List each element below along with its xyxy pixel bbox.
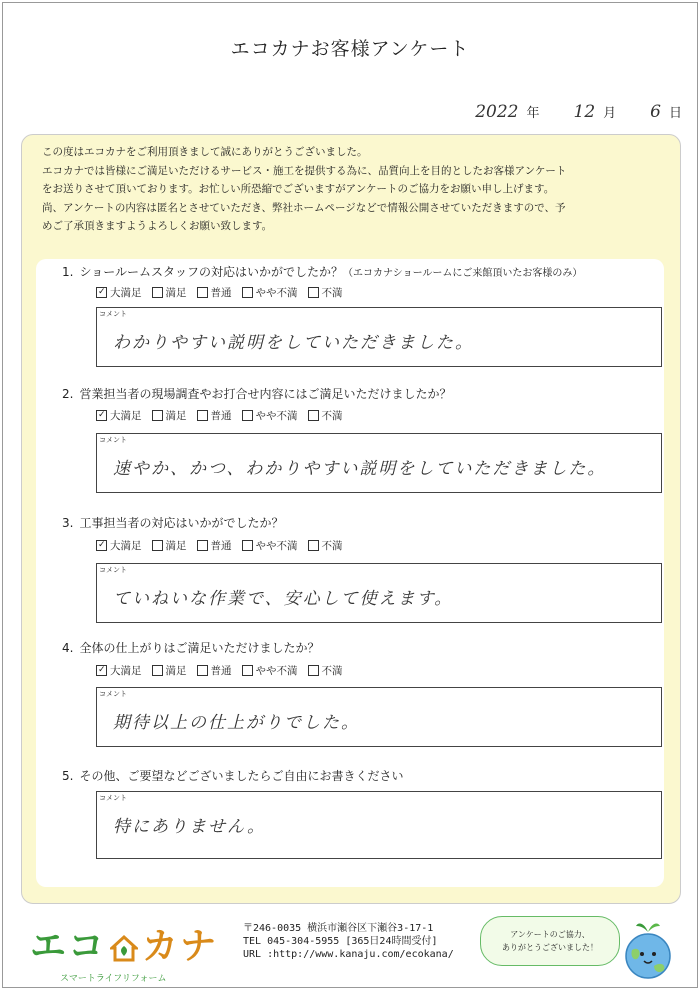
address: 〒246-0035 横浜市瀬谷区下瀬谷3-17-1 (243, 923, 434, 934)
comment-label: コメント (99, 436, 127, 444)
checkbox-icon[interactable] (152, 665, 163, 676)
rating-options-4 (96, 663, 353, 678)
option-very-satisfied[interactable]: ✓ 大満足 (96, 285, 142, 300)
comment-text: 期待以上の仕上がりでした。 (113, 713, 360, 733)
option-dissatisfied[interactable]: 不満 (308, 285, 343, 300)
checkbox-icon[interactable] (308, 287, 319, 298)
date-year-unit: 年 (526, 106, 540, 121)
date-month-unit: 月 (603, 106, 617, 121)
logo-text-right: カナ (142, 926, 219, 967)
website-url[interactable]: URL :http://www.kanaju.com/ecokana/ (243, 949, 454, 960)
comment-text: 特にありません。 (113, 817, 267, 837)
earth-mascot-icon (618, 918, 678, 984)
checkbox-checked-icon[interactable] (96, 287, 107, 298)
intro-text (42, 143, 672, 236)
logo-text-left: エコ (30, 926, 107, 967)
checkbox-checked-icon[interactable] (96, 410, 107, 421)
comment-label: コメント (99, 310, 127, 318)
footer (0, 906, 700, 986)
date-field (467, 102, 682, 122)
option-somewhat-dissatisfied[interactable]: やや不満 (242, 663, 298, 678)
date-day: 6 (650, 102, 661, 122)
intro-line: この度はエコカナをご利用頂きまして誠にありがとうございました。 (42, 146, 368, 158)
checkbox-icon[interactable] (308, 410, 319, 421)
company-contact (243, 922, 454, 961)
question-2: 2. 営業担当者の現場調査やお打合せ内容にはご満足いただけましたか？ (62, 387, 452, 401)
checkbox-icon[interactable] (197, 540, 208, 551)
option-neutral[interactable]: 普通 (197, 663, 232, 678)
rating-options-3 (96, 538, 353, 553)
checkbox-icon[interactable] (152, 540, 163, 551)
checkbox-icon[interactable] (152, 287, 163, 298)
option-satisfied[interactable]: 満足 (152, 408, 187, 423)
comment-text: わかりやすい説明をしていただきました。 (113, 333, 474, 353)
question-3: 3. 工事担当者の対応はいかがでしたか？ (62, 516, 284, 530)
intro-line: 尚、アンケートの内容は匿名とさせていただき、弊社ホームページなどで情報公開させていただきますので、予 (42, 201, 566, 214)
option-very-satisfied[interactable]: ✓ 大満足 (96, 538, 142, 553)
comment-label: コメント (99, 690, 127, 698)
checkbox-icon[interactable] (242, 410, 253, 421)
option-somewhat-dissatisfied[interactable]: やや不満 (242, 285, 298, 300)
option-dissatisfied[interactable]: 不満 (308, 663, 343, 678)
intro-line: をお送りさせて頂いております。お忙しい所恐縮でございますがアンケートのご協力をお願い申し上げます。 (42, 183, 555, 195)
comment-box-1[interactable] (96, 307, 662, 367)
option-neutral[interactable]: 普通 (197, 285, 232, 300)
option-very-satisfied[interactable]: ✓ 大満足 (96, 408, 142, 423)
question-4: 4. 全体の仕上がりはご満足いただけましたか？ (62, 641, 320, 655)
checkbox-icon[interactable] (242, 540, 253, 551)
checkbox-icon[interactable] (197, 665, 208, 676)
option-dissatisfied[interactable]: 不満 (308, 408, 343, 423)
comment-label: コメント (99, 566, 127, 574)
checkbox-checked-icon[interactable] (96, 665, 107, 676)
question-5: 5. その他、ご要望などございましたらご自由にお書きください (62, 769, 404, 783)
intro-line: エコカナでは皆様にご満足いただけるサービス・施工を提供する為に、品質向上を目的としたお客様アンケート (42, 164, 567, 177)
comment-text: ていねいな作業で、安心して使えます。 (113, 589, 454, 609)
comment-label: コメント (99, 794, 127, 802)
checkbox-icon[interactable] (308, 540, 319, 551)
telephone: TEL 045-304-5955 [365日24時間受付] (243, 936, 438, 947)
option-very-satisfied[interactable]: ✓ 大満足 (96, 663, 142, 678)
checkbox-checked-icon[interactable] (96, 540, 107, 551)
logo-subtitle: スマートライフリフォーム (60, 974, 167, 984)
comment-box-2[interactable] (96, 433, 662, 493)
option-satisfied[interactable]: 満足 (152, 663, 187, 678)
checkbox-icon[interactable] (308, 665, 319, 676)
option-somewhat-dissatisfied[interactable]: やや不満 (242, 408, 298, 423)
question-1: 1. ショールームスタッフの対応はいかがでしたか？（エコカナショールームにご来館頂いたお客様のみ） (62, 265, 583, 279)
option-neutral[interactable]: 普通 (197, 408, 232, 423)
option-somewhat-dissatisfied[interactable]: やや不満 (242, 538, 298, 553)
date-month: 12 (573, 102, 596, 122)
checkbox-icon[interactable] (242, 665, 253, 676)
comment-box-4[interactable] (96, 687, 662, 747)
date-day-unit: 日 (668, 106, 682, 121)
option-neutral[interactable]: 普通 (197, 538, 232, 553)
checkbox-icon[interactable] (152, 410, 163, 421)
checkbox-icon[interactable] (242, 287, 253, 298)
checkbox-icon[interactable] (197, 287, 208, 298)
house-icon (110, 930, 138, 958)
option-dissatisfied[interactable]: 不満 (308, 538, 343, 553)
comment-box-5[interactable] (96, 791, 662, 859)
option-satisfied[interactable]: 満足 (152, 538, 187, 553)
thanks-bubble: アンケートのご協力、 ありがとうございました！ (480, 916, 620, 966)
page-title: エコカナお客様アンケート (230, 38, 470, 60)
checkbox-icon[interactable] (197, 410, 208, 421)
option-satisfied[interactable]: 満足 (152, 285, 187, 300)
intro-line: めご了承頂きますようよろしくお願い致します。 (42, 220, 273, 232)
comment-box-3[interactable] (96, 563, 662, 623)
survey-panel (21, 134, 681, 904)
date-year: 2022 (475, 102, 519, 122)
questions-area (36, 259, 664, 887)
comment-text: 速やか、かつ、わかりやすい説明をしていただきました。 (113, 459, 607, 479)
ecokana-logo (30, 918, 218, 984)
rating-options-2 (96, 408, 353, 423)
rating-options-1 (96, 285, 353, 300)
